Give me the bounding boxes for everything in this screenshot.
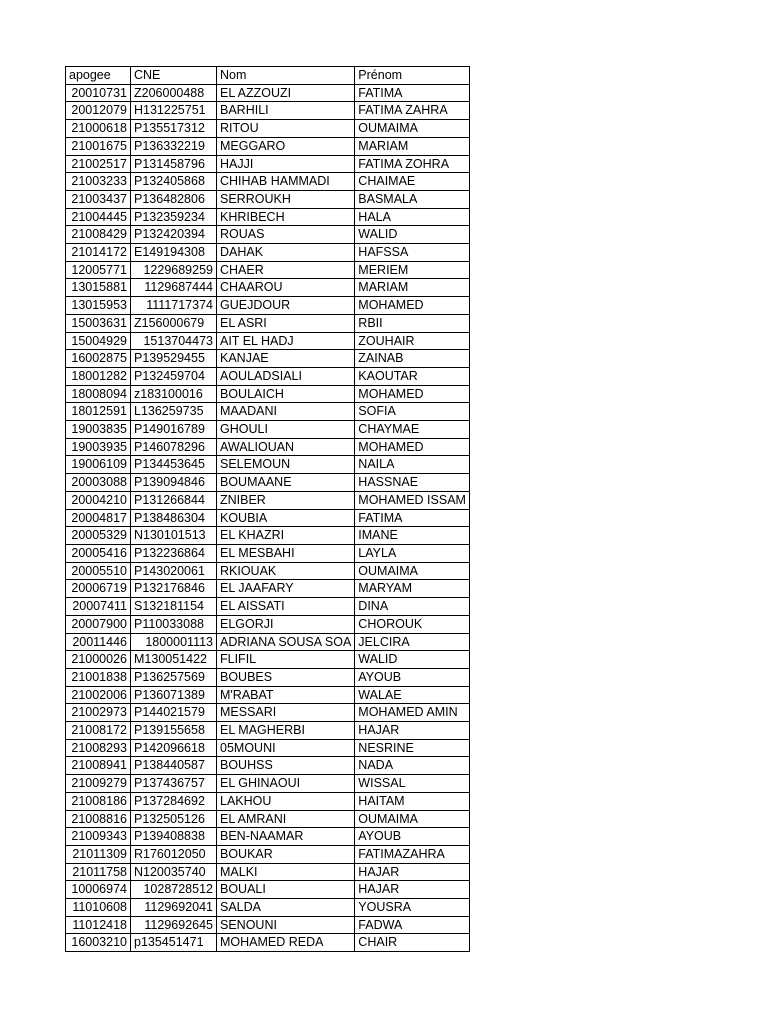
nom-cell: GUEJDOUR [217, 297, 355, 315]
cne-cell: P138486304 [131, 509, 217, 527]
apogee-cell: 21008941 [66, 757, 131, 775]
table-row [66, 509, 470, 527]
cne-cell: P132236864 [131, 544, 217, 562]
table-row [66, 934, 470, 952]
table-row [66, 155, 470, 173]
apogee-cell: 18012591 [66, 403, 131, 421]
apogee-cell: 13015881 [66, 279, 131, 297]
prenom-cell: LAYLA [355, 544, 470, 562]
prenom-cell: WALAE [355, 686, 470, 704]
table-row [66, 615, 470, 633]
header-apogee: apogee [66, 67, 131, 85]
table-row [66, 244, 470, 262]
nom-cell: BOULAICH [217, 385, 355, 403]
nom-cell: BOUHSS [217, 757, 355, 775]
cne-cell: 1111717374 [131, 297, 217, 315]
cne-cell: P144021579 [131, 704, 217, 722]
cne-cell: Z156000679 [131, 314, 217, 332]
nom-cell: AOULADSIALI [217, 367, 355, 385]
prenom-cell: CHAIMAE [355, 173, 470, 191]
cne-cell: p135451471 [131, 934, 217, 952]
table-row [66, 226, 470, 244]
table-row [66, 421, 470, 439]
prenom-cell: NADA [355, 757, 470, 775]
table-row [66, 828, 470, 846]
cne-cell: P136071389 [131, 686, 217, 704]
table-row [66, 385, 470, 403]
nom-cell: EL AMRANI [217, 810, 355, 828]
nom-cell: AIT EL HADJ [217, 332, 355, 350]
apogee-cell: 21000618 [66, 120, 131, 138]
nom-cell: DAHAK [217, 244, 355, 262]
table-row [66, 403, 470, 421]
apogee-cell: 12005771 [66, 261, 131, 279]
nom-cell: HAJJI [217, 155, 355, 173]
apogee-cell: 21002973 [66, 704, 131, 722]
table-row [66, 367, 470, 385]
prenom-cell: WALID [355, 226, 470, 244]
apogee-cell: 20005416 [66, 544, 131, 562]
nom-cell: KHRIBECH [217, 208, 355, 226]
cne-cell: N120035740 [131, 863, 217, 881]
table-row [66, 810, 470, 828]
nom-cell: GHOULI [217, 421, 355, 439]
apogee-cell: 20005329 [66, 527, 131, 545]
nom-cell: MOHAMED REDA [217, 934, 355, 952]
prenom-cell: YOUSRA [355, 899, 470, 917]
prenom-cell: AYOUB [355, 828, 470, 846]
nom-cell: ROUAS [217, 226, 355, 244]
nom-cell: AWALIOUAN [217, 438, 355, 456]
cne-cell: P142096618 [131, 739, 217, 757]
cne-cell: 1129687444 [131, 279, 217, 297]
nom-cell: EL AISSATI [217, 598, 355, 616]
table-row [66, 686, 470, 704]
apogee-cell: 21014172 [66, 244, 131, 262]
cne-cell: P132420394 [131, 226, 217, 244]
nom-cell: LAKHOU [217, 792, 355, 810]
cne-cell: z183100016 [131, 385, 217, 403]
nom-cell: FLIFIL [217, 651, 355, 669]
prenom-cell: OUMAIMA [355, 120, 470, 138]
table-row [66, 668, 470, 686]
student-list-table [65, 66, 470, 952]
nom-cell: BOUALI [217, 881, 355, 899]
table-row [66, 527, 470, 545]
apogee-cell: 20004210 [66, 491, 131, 509]
cne-cell: P132459704 [131, 367, 217, 385]
table-row [66, 792, 470, 810]
prenom-cell: MOHAMED AMIN [355, 704, 470, 722]
table-row [66, 474, 470, 492]
prenom-cell: HAITAM [355, 792, 470, 810]
prenom-cell: MOHAMED [355, 297, 470, 315]
cne-cell: P143020061 [131, 562, 217, 580]
apogee-cell: 19003935 [66, 438, 131, 456]
table-row [66, 899, 470, 917]
nom-cell: MEGGARO [217, 137, 355, 155]
nom-cell: RKIOUAK [217, 562, 355, 580]
apogee-cell: 21001675 [66, 137, 131, 155]
nom-cell: CHAER [217, 261, 355, 279]
nom-cell: EL ASRI [217, 314, 355, 332]
table-row [66, 190, 470, 208]
cne-cell: P139155658 [131, 722, 217, 740]
table-row [66, 332, 470, 350]
cne-cell: P138440587 [131, 757, 217, 775]
nom-cell: ADRIANA SOUSA SOA [217, 633, 355, 651]
nom-cell: SELEMOUN [217, 456, 355, 474]
apogee-cell: 16003210 [66, 934, 131, 952]
prenom-cell: FADWA [355, 916, 470, 934]
cne-cell: M130051422 [131, 651, 217, 669]
nom-cell: EL KHAZRI [217, 527, 355, 545]
nom-cell: 05MOUNI [217, 739, 355, 757]
prenom-cell: CHAYMAE [355, 421, 470, 439]
apogee-cell: 19003835 [66, 421, 131, 439]
apogee-cell: 21003233 [66, 173, 131, 191]
cne-cell: 1028728512 [131, 881, 217, 899]
table-row [66, 120, 470, 138]
apogee-cell: 10006974 [66, 881, 131, 899]
apogee-cell: 20006719 [66, 580, 131, 598]
table-row [66, 651, 470, 669]
prenom-cell: OUMAIMA [355, 562, 470, 580]
cne-cell: P131266844 [131, 491, 217, 509]
cne-cell: P139529455 [131, 350, 217, 368]
prenom-cell: MOHAMED [355, 438, 470, 456]
prenom-cell: NESRINE [355, 739, 470, 757]
cne-cell: P134453645 [131, 456, 217, 474]
apogee-cell: 21008186 [66, 792, 131, 810]
cne-cell: R176012050 [131, 845, 217, 863]
apogee-cell: 20007900 [66, 615, 131, 633]
prenom-cell: DINA [355, 598, 470, 616]
prenom-cell: FATIMA ZAHRA [355, 102, 470, 120]
header-cne: CNE [131, 67, 217, 85]
apogee-cell: 21008172 [66, 722, 131, 740]
nom-cell: CHIHAB HAMMADI [217, 173, 355, 191]
prenom-cell: CHAIR [355, 934, 470, 952]
table-row [66, 845, 470, 863]
apogee-cell: 21008293 [66, 739, 131, 757]
prenom-cell: FATIMA ZOHRA [355, 155, 470, 173]
apogee-cell: 20012079 [66, 102, 131, 120]
nom-cell: BARHILI [217, 102, 355, 120]
apogee-cell: 18008094 [66, 385, 131, 403]
prenom-cell: MOHAMED [355, 385, 470, 403]
prenom-cell: HAJAR [355, 881, 470, 899]
apogee-cell: 21011309 [66, 845, 131, 863]
apogee-cell: 15004929 [66, 332, 131, 350]
prenom-cell: MARIAM [355, 279, 470, 297]
table-row [66, 775, 470, 793]
prenom-cell: CHOROUK [355, 615, 470, 633]
prenom-cell: SOFIA [355, 403, 470, 421]
nom-cell: SALDA [217, 899, 355, 917]
table-row [66, 173, 470, 191]
table-row [66, 633, 470, 651]
nom-cell: BOUKAR [217, 845, 355, 863]
prenom-cell: OUMAIMA [355, 810, 470, 828]
table-row [66, 297, 470, 315]
cne-cell: P135517312 [131, 120, 217, 138]
prenom-cell: MARYAM [355, 580, 470, 598]
nom-cell: KOUBIA [217, 509, 355, 527]
header-nom: Nom [217, 67, 355, 85]
cne-cell: P136332219 [131, 137, 217, 155]
table-row [66, 916, 470, 934]
cne-cell: H131225751 [131, 102, 217, 120]
prenom-cell: RBII [355, 314, 470, 332]
apogee-cell: 21008816 [66, 810, 131, 828]
nom-cell: MALKI [217, 863, 355, 881]
cne-cell: 1129692645 [131, 916, 217, 934]
table-row [66, 562, 470, 580]
table-row [66, 757, 470, 775]
nom-cell: ZNIBER [217, 491, 355, 509]
apogee-cell: 21008429 [66, 226, 131, 244]
nom-cell: EL JAAFARY [217, 580, 355, 598]
nom-cell: BOUMAANE [217, 474, 355, 492]
prenom-cell: KAOUTAR [355, 367, 470, 385]
nom-cell: SERROUKH [217, 190, 355, 208]
cne-cell: N130101513 [131, 527, 217, 545]
apogee-cell: 11010608 [66, 899, 131, 917]
table-row [66, 456, 470, 474]
cne-cell: P132405868 [131, 173, 217, 191]
cne-cell: P132359234 [131, 208, 217, 226]
nom-cell: EL MAGHERBI [217, 722, 355, 740]
prenom-cell: HASSNAE [355, 474, 470, 492]
prenom-cell: HAFSSA [355, 244, 470, 262]
prenom-cell: MOHAMED ISSAM [355, 491, 470, 509]
apogee-cell: 16002875 [66, 350, 131, 368]
cne-cell: Z206000488 [131, 84, 217, 102]
nom-cell: MESSARI [217, 704, 355, 722]
cne-cell: E149194308 [131, 244, 217, 262]
apogee-cell: 18001282 [66, 367, 131, 385]
header-prenom: Prénom [355, 67, 470, 85]
nom-cell: RITOU [217, 120, 355, 138]
table-row [66, 84, 470, 102]
prenom-cell: JELCIRA [355, 633, 470, 651]
cne-cell: P139408838 [131, 828, 217, 846]
prenom-cell: HAJAR [355, 722, 470, 740]
cne-cell: P146078296 [131, 438, 217, 456]
table-row [66, 438, 470, 456]
nom-cell: EL GHINAOUI [217, 775, 355, 793]
nom-cell: EL AZZOUZI [217, 84, 355, 102]
table-row [66, 491, 470, 509]
table-row [66, 881, 470, 899]
nom-cell: M'RABAT [217, 686, 355, 704]
apogee-cell: 21002006 [66, 686, 131, 704]
table-row [66, 137, 470, 155]
apogee-cell: 21001838 [66, 668, 131, 686]
apogee-cell: 11012418 [66, 916, 131, 934]
table-row [66, 722, 470, 740]
cne-cell: P136257569 [131, 668, 217, 686]
prenom-cell: MERIEM [355, 261, 470, 279]
cne-cell: P137284692 [131, 792, 217, 810]
table-row [66, 350, 470, 368]
table-row [66, 208, 470, 226]
nom-cell: SENOUNI [217, 916, 355, 934]
prenom-cell: FATIMA [355, 84, 470, 102]
apogee-cell: 13015953 [66, 297, 131, 315]
nom-cell: BEN-NAAMAR [217, 828, 355, 846]
cne-cell: S132181154 [131, 598, 217, 616]
apogee-cell: 20005510 [66, 562, 131, 580]
cne-cell: 1129692041 [131, 899, 217, 917]
prenom-cell: ZAINAB [355, 350, 470, 368]
cne-cell: L136259735 [131, 403, 217, 421]
table-row [66, 580, 470, 598]
apogee-cell: 21000026 [66, 651, 131, 669]
nom-cell: ELGORJI [217, 615, 355, 633]
prenom-cell: WALID [355, 651, 470, 669]
cne-cell: 1800001113 [131, 633, 217, 651]
nom-cell: EL MESBAHI [217, 544, 355, 562]
apogee-cell: 21009343 [66, 828, 131, 846]
prenom-cell: IMANE [355, 527, 470, 545]
cne-cell: P136482806 [131, 190, 217, 208]
table-row [66, 739, 470, 757]
prenom-cell: WISSAL [355, 775, 470, 793]
table-body [66, 84, 470, 951]
apogee-cell: 21003437 [66, 190, 131, 208]
table-row [66, 102, 470, 120]
apogee-cell: 21004445 [66, 208, 131, 226]
prenom-cell: FATIMAZAHRA [355, 845, 470, 863]
cne-cell: P132176846 [131, 580, 217, 598]
table-row [66, 314, 470, 332]
apogee-cell: 15003631 [66, 314, 131, 332]
prenom-cell: FATIMA [355, 509, 470, 527]
apogee-cell: 20011446 [66, 633, 131, 651]
table-row [66, 279, 470, 297]
header-row [66, 67, 470, 85]
cne-cell: P139094846 [131, 474, 217, 492]
apogee-cell: 20007411 [66, 598, 131, 616]
apogee-cell: 20010731 [66, 84, 131, 102]
apogee-cell: 19006109 [66, 456, 131, 474]
nom-cell: BOUBES [217, 668, 355, 686]
apogee-cell: 21002517 [66, 155, 131, 173]
table-row [66, 704, 470, 722]
cne-cell: P110033088 [131, 615, 217, 633]
nom-cell: CHAAROU [217, 279, 355, 297]
prenom-cell: MARIAM [355, 137, 470, 155]
prenom-cell: NAILA [355, 456, 470, 474]
apogee-cell: 21009279 [66, 775, 131, 793]
table-row [66, 598, 470, 616]
apogee-cell: 21011758 [66, 863, 131, 881]
apogee-cell: 20003088 [66, 474, 131, 492]
cne-cell: P131458796 [131, 155, 217, 173]
prenom-cell: AYOUB [355, 668, 470, 686]
prenom-cell: BASMALA [355, 190, 470, 208]
nom-cell: MAADANI [217, 403, 355, 421]
cne-cell: P132505126 [131, 810, 217, 828]
cne-cell: 1229689259 [131, 261, 217, 279]
cne-cell: P149016789 [131, 421, 217, 439]
cne-cell: 1513704473 [131, 332, 217, 350]
prenom-cell: ZOUHAIR [355, 332, 470, 350]
cne-cell: P137436757 [131, 775, 217, 793]
nom-cell: KANJAE [217, 350, 355, 368]
table-row [66, 261, 470, 279]
prenom-cell: HALA [355, 208, 470, 226]
table-row [66, 544, 470, 562]
table-row [66, 863, 470, 881]
prenom-cell: HAJAR [355, 863, 470, 881]
apogee-cell: 20004817 [66, 509, 131, 527]
